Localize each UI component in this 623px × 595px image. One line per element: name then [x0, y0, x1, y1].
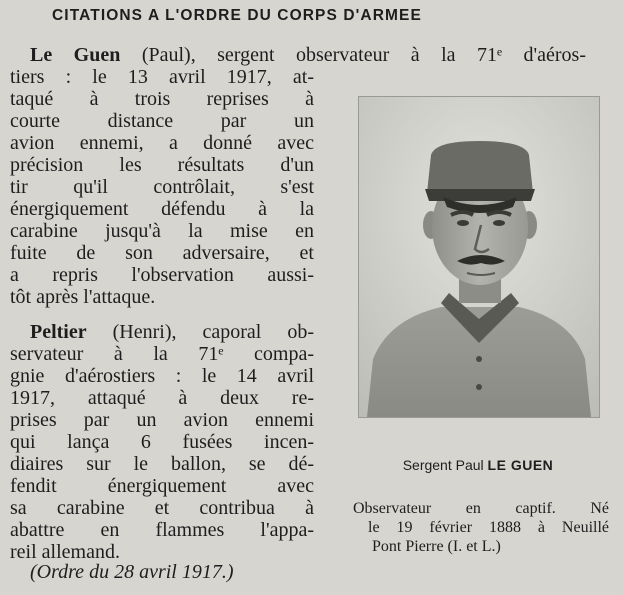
section-heading: CITATIONS A L'ORDRE DU CORPS D'ARMEE — [52, 7, 422, 24]
photo-note-line: Pont Pierre (I. et L.) — [372, 538, 501, 555]
citation-line: servateur à la 71ᵉ compa- — [10, 343, 314, 365]
citation-line: fendit énergiquement avec — [10, 475, 314, 497]
portrait-photo — [358, 96, 600, 418]
citation-line: tir qu'il contrôlait, s'est — [10, 176, 314, 198]
citation-line: avion ennemi, a donné avec — [10, 132, 314, 154]
photo-caption — [358, 457, 598, 473]
citation-line: reil allemand. — [10, 541, 120, 563]
citation-line: prises par un avion ennemi — [10, 409, 314, 431]
citation-line: fuite de son adversaire, et — [10, 242, 314, 264]
citation-name: Peltier — [30, 321, 87, 343]
citation-line: qui lança 6 fusées incen- — [10, 431, 314, 453]
citation-text: (Henri), caporal ob- — [112, 321, 314, 343]
citation-first-line — [30, 45, 586, 65]
citation-text: (Paul), sergent observateur à la 71ᵉ d'aéros- — [141, 44, 586, 66]
citation-line: taqué à trois reprises à — [10, 88, 314, 110]
citation-first-line — [30, 322, 314, 342]
photo-note-line: Observateur en captif. Né — [353, 500, 609, 517]
citation-line: carabine jusqu'à la mise en — [10, 220, 314, 242]
citation-line: courte distance par un — [10, 110, 314, 132]
citation-line: diaires sur le ballon, se dé- — [10, 453, 314, 475]
caption-name: LE GUEN — [487, 457, 554, 473]
citation-line: précision les résultats d'un — [10, 154, 314, 176]
order-reference: (Ordre du 28 avril 1917.) — [30, 561, 234, 583]
citation-line: 1917, attaqué à deux re- — [10, 387, 314, 409]
portrait-illustration — [359, 97, 599, 417]
citation-name: Le Guen — [30, 44, 121, 66]
citation-line: sa carabine et contribua à — [10, 497, 314, 519]
caption-prefix: Sergent Paul — [402, 457, 484, 473]
photo-note-line: le 19 février 1888 à Neuillé — [368, 519, 609, 536]
citation-line: tiers : le 13 avril 1917, at- — [10, 66, 314, 88]
citation-line: tôt après l'attaque. — [10, 286, 156, 308]
citation-line: énergiquement défendu à la — [10, 198, 314, 220]
citation-line: abattre en flammes l'appa- — [10, 519, 314, 541]
citation-line: gnie d'aérostiers : le 14 avril — [10, 365, 314, 387]
citation-line: a repris l'observation aussi- — [10, 264, 314, 286]
